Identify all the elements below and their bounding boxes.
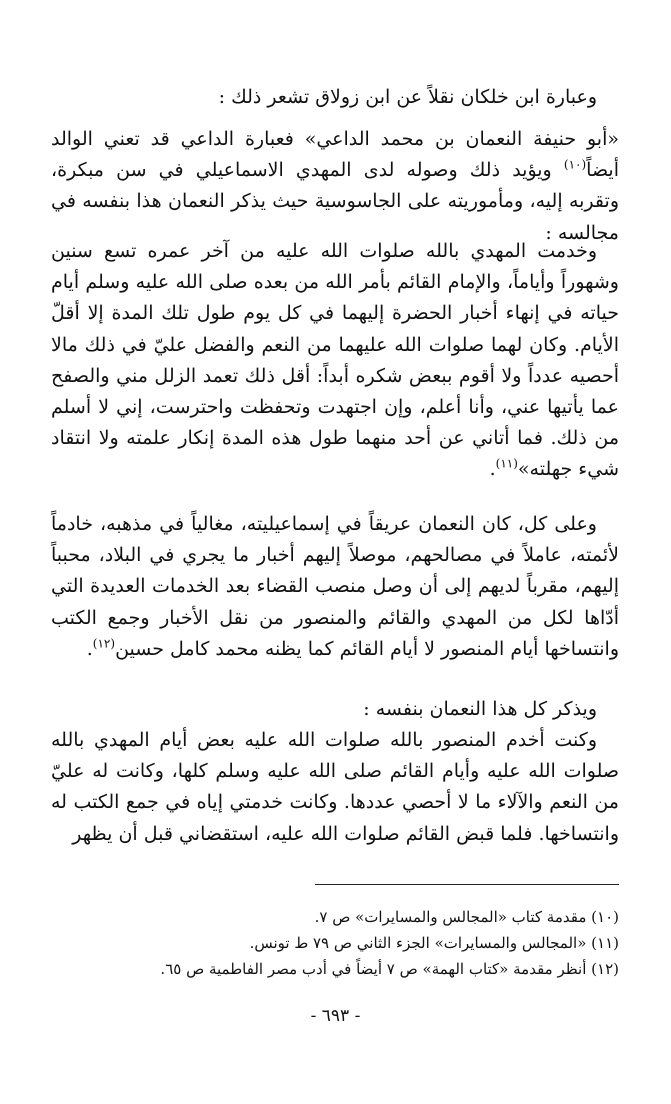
footnote-divider xyxy=(315,884,619,885)
page-number: - ٦٩٣ - xyxy=(310,1006,361,1026)
quote-1-text-b: ويؤيد ذلك وصوله لدى المهدي الاسماعيلي في سن مبكرة، وتقربه إليه، ومأموريته على الجاسوسية حيث يذكر النعمان هذا بنفسه في مجالسه : xyxy=(51,159,619,244)
footnote-ref-11: (١١) xyxy=(495,457,518,472)
footnote-12: (١٢) أنظر مقدمة «كتاب الهمة» ص ٧ أيضاً في أدب مصر الفاطمية ص ٦٥. xyxy=(160,960,619,978)
footnotes-list xyxy=(51,904,619,982)
paragraph-quote-1 xyxy=(51,124,619,249)
intro-line xyxy=(51,82,619,113)
para-2-text: وعلى كل، كان النعمان عريقاً في إسماعيليته، مغالياً في مذهبه، خادماً لأئمته، عاملاً في مصالحهم، موصلاً إليهم أخبار ما يجري في البلاد، محبباً إليهم، مقرباً لديهم إلى أن وصل منصب القضاء بعد الخدمات العديدة التي أدّاها لكل من المهدي والقائم والمنصور من نقل الأخبار وجمع الكتب وانتساخها أيام المنصور لا أيام القائم كما يظنه محمد كامل حسين xyxy=(51,513,619,660)
quote-1-text-a: «أبو حنيفة النعمان بن محمد الداعي» فعبارة الداعي قد تعني الوالد أيضاً xyxy=(51,128,619,182)
intro-2-text: ويذكر كل هذا النعمان بنفسه : xyxy=(363,698,597,720)
intro-text: وعبارة ابن خلكان نقلاً عن ابن زولاق تشعر ذلك : xyxy=(218,86,597,108)
quote-2-text: وخدمت المهدي بالله صلوات الله عليه من آخر عمره تسع سنين وشهوراً وأياماً، والإمام القائم بأمر الله من بعده صلى الله عليه وسلم أيام حياته في إنهاء أخبار الحضرة إليهما في كل يوم طول تلك المدة إلا أقلّ الأيام. وكان لهما صلوات الله عليهما من النعم والفضل عليّ في ذلك مالا أحصيه عدداً ولا أقوم ببعض شكره أبداً: أقل ذلك تعمد الزلل مني والصفح عما يأتيها عني، وأنا أعلم، وإن اجتهدت وتحفظت واحترست، إني لا أسلم من ذلك. فما أتاني عن أحد منهما طول هذه المدة إنكار علمته ولا انتقاد شيء جهلته» xyxy=(51,240,619,481)
paragraph-body-2 xyxy=(51,509,619,665)
footnote-10: (١٠) مقدمة كتاب «المجالس والمسايرات» ص ٧. xyxy=(314,908,619,926)
footnote-11: (١١) «المجالس والمسايرات» الجزء الثاني ص ٧٩ ط تونس. xyxy=(249,934,619,952)
footnote-ref-12: (١٢) xyxy=(92,636,116,651)
paragraph-quote-3 xyxy=(51,725,619,850)
intro-line-2 xyxy=(51,694,619,725)
quote-3-text: وكنت أخدم المنصور بالله صلوات الله عليه بعض أيام المهدي بالله صلوات الله عليه وأيام القائم صلى الله عليه وسلم كلها، وكانت له عليّ من النعم والآلاء ما لا أحصي عددها. وكانت خدمتي إياه في جمع الكتب له وانتساخها. فلما قبض القائم صلوات الله عليه، استقضاني قبل أن يظهر xyxy=(51,729,619,845)
quote-2-end: . xyxy=(489,458,496,481)
footnote-ref-10: (١٠) xyxy=(563,157,587,172)
para-2-end: . xyxy=(86,637,93,660)
paragraph-quote-2 xyxy=(51,236,619,486)
